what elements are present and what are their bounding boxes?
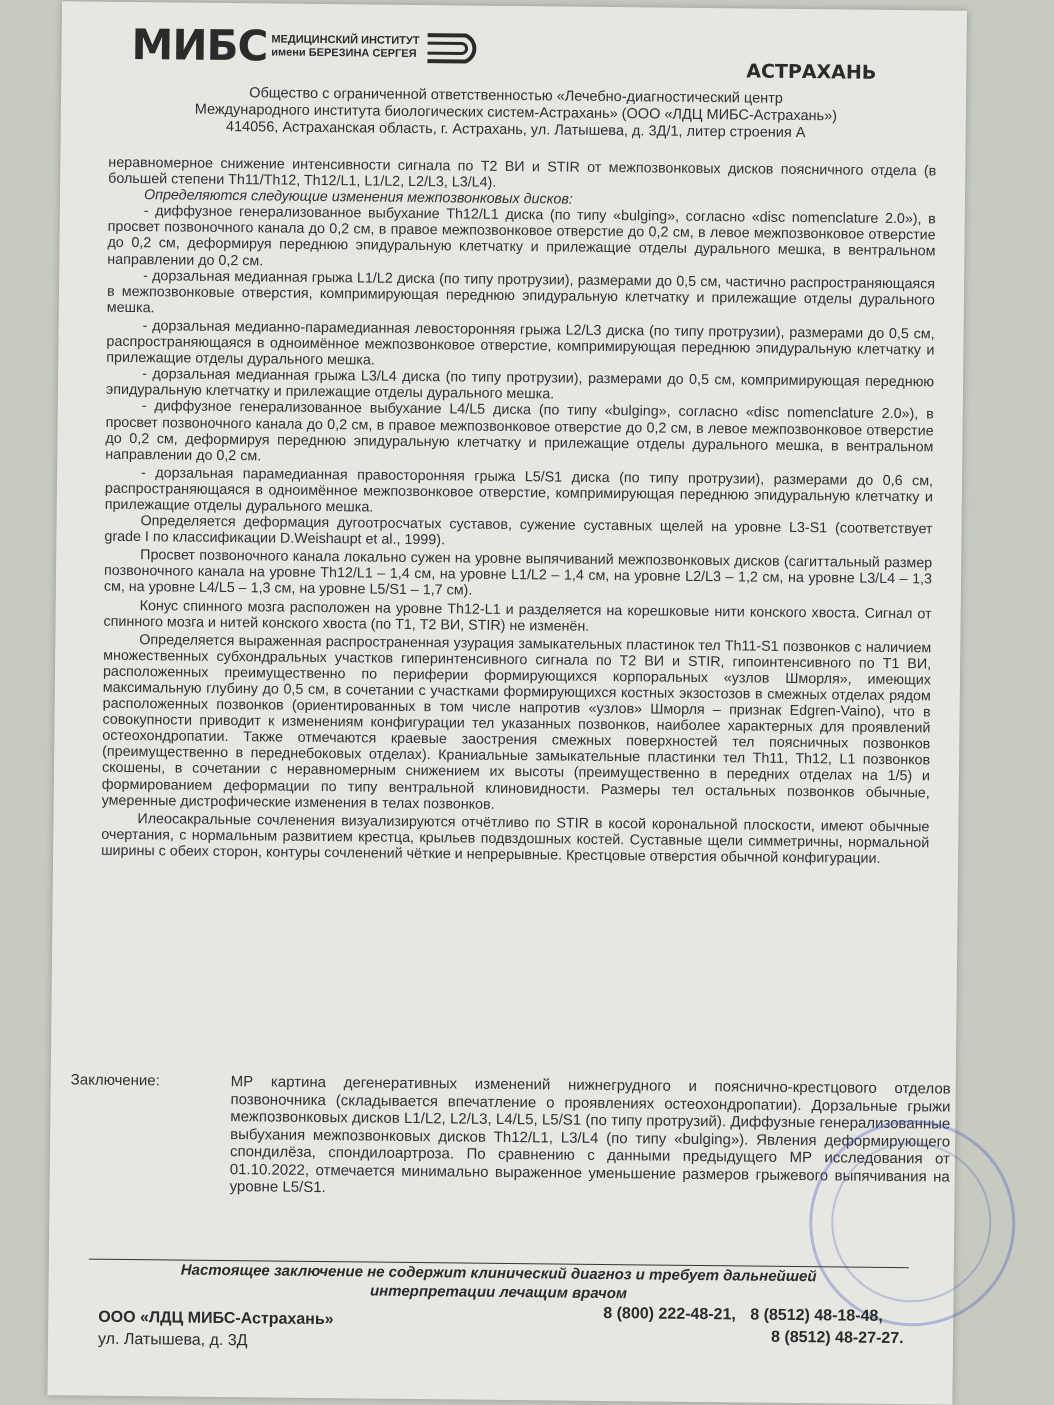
mibs-logo <box>131 20 485 73</box>
paragraph-heading: Определяются следующие изменения межпозвонковых дисков: <box>143 187 573 208</box>
organization-info <box>151 84 881 143</box>
phone-row <box>603 1303 923 1328</box>
paragraph: - дорзальная медианная грыжа L1/L2 диска (по типу протрузии), размерами до 0,5 см, частично распространяющаяся в межпозвонковые отверстия, компримирующая переднюю эпидуральную клетчатку и прилежащие отделы дурального мешка. <box>106 267 936 317</box>
org-line-3: 414056, Астраханская область, г. Астрахань, ул. Латышева, д. 3Д/1, литер строения А <box>225 118 806 142</box>
logo-line-2: имени БЕРЕЗИНА СЕРГЕЯ <box>271 45 417 60</box>
phone-row <box>603 1325 923 1350</box>
paragraph: Определяется деформация дугоотросчатых суставов, сужение суставных щелей на уровне L3-S1 (соответствует grade I по классификации D.Weishaupt et al., 1999). <box>104 513 933 549</box>
logo-subtitle <box>271 33 419 61</box>
logo-arc-icon <box>425 31 485 66</box>
paragraph: - дорзальная медианно-парамедианная левосторонняя грыжа L2/L3 диска (по типу протрузии), размерами до 0,5 см, распространяющаяся в одноимённое межпозвонковое отверстие, компримирующая переднюю эпидуральную клетчатку и прилежащие отделы дурального мешка. <box>106 318 935 369</box>
phone-number: 8 (8512) 48-27-27. <box>770 1328 904 1348</box>
document-page <box>47 1 967 1404</box>
paragraph: - диффузное генерализованное выбухание L4/L5 диска (по типу «bulging», согласно «disc nomenclature 2.0»), в просвет позвоночного канала до 0,2 см, в правое межпозвонковое отверстие до 0,2 см, в левое межпозвонковое отверстие до 0,2 см, деформируя переднюю эпидуральную клетчатку и прилежащие отделы дурального мешка, в вентральном направлении до 0,2 см. <box>105 398 934 465</box>
footer-phones <box>603 1303 923 1350</box>
paragraph: - дорзальная медианная грыжа L3/L4 диска (по типу протрузии), размерами до 0,5 см, компримирующая переднюю эпидуральную клетчатку и прилежащие отделы дурального мешка. <box>105 366 935 403</box>
paragraph: - дорзальная парамедианная правосторонняя грыжа L5/S1 диска (по типу протрузии), размерами до 0,6 см, распространяющаяся в одноимённое межпозвонковое отверстие, компримирующая переднюю эпидуральную клетчатку и прилежащие отделы дурального мешка. <box>104 464 934 516</box>
report-body <box>101 155 936 868</box>
paragraph: Определяется выраженная распространенная узурация замыкательных пластинок тел Th11-S1 позвонков с наличием множественных субхондральных участков гиперинтенсивного сигнала по Т2 ВИ и STIR, гипоинтенсивного по Т1 ВИ, расположенных преимущественно по периферии формирующихся корпоральных «узлов Шморля», имеющих максимальную глубину до 0,5 см, в сочетании с участками формирующихся костных экзостозов в смежных отделах рядом расположенных позвонков (ориентированных в том числе напротив «узлов» Шморля – признак Edgren-Vaino), что в совокупности приводит к изменениям конфигурации тел указанных позвонков, наиболее характерных для проявлений остеохондропатии. Также отмечаются краевые заострения смежных поверхностей тел поясничных позвонков (преимущественно в переднебоковых отделах). Краниальные замыкательные пластинки тел Th11, Th12, L1 позвонков скошены, в сочетании с неравномерным снижением их высоты (преимущественно в передних отделах на 1/5) и формированием деформации по типу вентральной клиновидности. Размеры тел остальных позвонков обычные, умеренные дистрофические изменения в телах позвонков. <box>101 631 932 813</box>
city-label: АСТРАХАНЬ <box>746 60 877 84</box>
conclusion-label: Заключение: <box>70 1071 160 1090</box>
conclusion-text: МР картина дегенеративных изменений нижнегрудного и пояснично-крестцового отделов позвоночника (складывается впечатление о проявлениях остеохондропатии). Дорзальные грыжи межпозвонковых дисков L1/L2, L2/L3, L4/L5, L5/S1 (по типу протрузий). Диффузные генерализованные выбухания межпозвонковых дисков Th12/L1, L3/L4 (по типу «bulging»). Явления деформирующего спондилёза, спондилоартроза. По сравнению с данными предыдущего МР исследования от 01.10.2022, отмечается минимально выраженное уменьшение размеров грыжевого выпячивания на уровне L5/S1. <box>229 1073 951 1197</box>
logo-line-1: МЕДИЦИНСКИЙ ИНСТИТУТ <box>271 32 420 47</box>
paragraph: Просвет позвоночного канала локально сужен на уровне выпячиваний межпозвонковых дисков (сагиттальный размер позвоночного канала на уровне Th12/L1 – 1,4 см, на уровне L1/L2 – 1,4 см, на уровне L2/L3 – 1,2 см, на уровне L3/L4 – 1,3 см, на уровне L4/L5 – 1,3 см, на уровне L5/S1 – 1,7 см). <box>103 547 933 600</box>
street-address: ул. Латышева, д. 3Д <box>97 1330 248 1350</box>
disclaimer <box>88 1260 908 1307</box>
letterhead <box>60 1 967 160</box>
org-line-1: Общество с ограниченной ответственностью «Лечебно-диагностический центр <box>249 85 783 107</box>
footer-address <box>98 1307 334 1353</box>
phone-number: 8 (800) 222-48-21, <box>603 1305 736 1324</box>
paragraph: Конус спинного мозга расположен на уровне Th12-L1 и разделяется на корешковые нити конского хвоста. Сигнал от спинного мозга и нитей конского хвоста (по Т1, Т2 ВИ, STIR) не изменён. <box>103 597 932 635</box>
disclaimer-line-1: Настоящее заключение не содержит клинический диагноз и требует дальнейшей <box>180 1261 817 1286</box>
paragraph: - диффузное генерализованное выбухание Th12/L1 диска (по типу «bulging», согласно «disc nomenclature 2.0»), в просвет позвоночного канала до 0,2 см, в правое межпозвонковое отверстие до 0,2 см, в левое межпозвонковое отверстие до 0,2 см, деформируя переднюю эпидуральную клетчатку и прилежащие отделы дурального мешка, в вентральном направлении до 0,2 см. <box>107 203 936 269</box>
logo-word: МИБС <box>131 19 268 71</box>
org-line-2: Международного института биологических систем-Астрахань» (ООО «ЛДЦ МИБС-Астрахань») <box>194 101 838 125</box>
paragraph: Илеосакральные сочленения визуализируются отчётливо по STIR в косой корональной плоскости, имеют обычные очертания, с нормальным развитием крестца, крыльев подвздошных костей. Суставные щели симметричны, нормальной ширины с обеих сторон, контуры сочленений чёткие и непрерывные. Крестцовые отверстия обычной конфигурации. <box>101 810 930 867</box>
paragraph: неравномерное снижение интенсивности сигнала по Т2 ВИ и STIR от межпозвонковых дисков поясничного отдела (в большей степени Th11/Th12, Th12/L1, L1/L2, L2/L3, L3/L4). <box>108 154 937 191</box>
company-name: ООО «ЛДЦ МИБС-Астрахань» <box>98 1308 334 1329</box>
disclaimer-line-2: интерпретации лечащим врачом <box>369 1282 628 1303</box>
phone-number: 8 (8512) 48-18-48, <box>750 1306 883 1325</box>
